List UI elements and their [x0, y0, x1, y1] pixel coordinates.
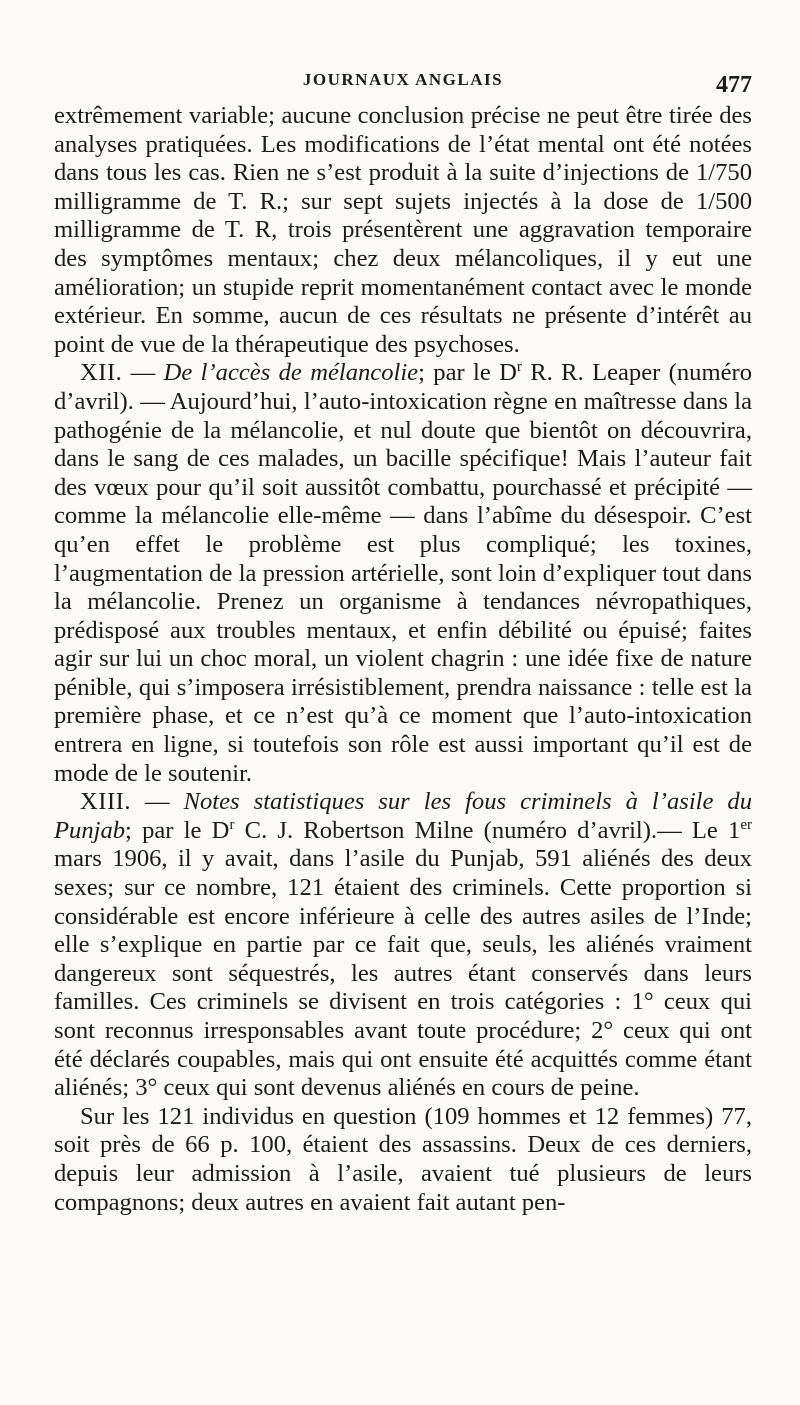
paragraph-statistics: Sur les 121 individus en question (109 hommes et 12 femmes) 77, soit près de 66 p. 100, étaient des assassins. Deux de ces derniers, depuis leur admission à l’asile, avaient tué plusieurs de leurs compagnons; deux autres en avaient fait autant pen- [54, 1102, 752, 1216]
running-title: JOURNAUX ANGLAIS [302, 70, 504, 89]
dash: — [130, 788, 184, 816]
date-superscript: er [740, 816, 752, 833]
section-text: mars 1906, il y avait, dans l’asile du Punjab, 591 aliénés des deux sexes; sur ce nombre, 121 étaient des criminels. Cette proportion si considérable est encore inférieure à celle des autres asiles de l’Inde; elle s’explique en partie par ce fait que, seuls, les aliénés vraiment dangereux sont séquestrés, les autres étant conservés dans leurs familles. Ces criminels se divisent en trois catégories : 1° ceux qui sont reconnus irresponsables avant toute procédure; 2° ceux qui ont été déclarés coupables, mais qui ont ensuite été acquittés comme étant aliénés; 3° ceux qui sont devenus aliénés en cours de peine. [54, 845, 752, 1102]
byline-superscript: r [229, 816, 235, 833]
byline-prefix: ; par le D [418, 359, 517, 387]
section-text: Aujourd’hui, l’auto-intoxication règne en maîtresse dans la pathogénie de la mélancolie, et nul doute que bientôt on découvrira, dans le sang de ces malades, un bacille spécifique! Mais l’auteur fait des vœux pour qu’il soit aussitôt combattu, pourchassé et précipité — comme la mélancolie elle-même — dans l’abîme du désespoir. C’est qu’en effet le problème est plus compliqué; les toxines, l’augmentation de la pression artérielle, sont loin d’expliquer tout dans la mélancolie. Prenez un organisme à tendances névropathiques, prédisposé aux troubles mentaux, et enfin débilité ou épuisé; faites agir sur lui un choc moral, un violent chagrin : une idée fixe de nature pénible, qui s’imposera irrésistiblement, prendra naissance : telle est la première phase, et ce n’est qu’à ce moment que l’auto-intoxication entrera en ligne, si toutefois son rôle est aussi important qu’il est de mode de le soutenir. [54, 387, 752, 787]
byline-superscript: r [516, 359, 522, 376]
running-head [54, 58, 752, 102]
byline-prefix: ; par le D [125, 816, 230, 844]
dash: — [122, 359, 164, 387]
section-number: XIII. [80, 788, 131, 816]
article-title: De l’accès de mélancolie [163, 359, 419, 387]
article-title: Notes statistiques sur les fous criminels à l’asile du Punjab [54, 788, 752, 844]
section-xii [54, 359, 752, 788]
paragraph-continued: extrêmement variable; aucune conclusion précise ne peut être tirée des analyses pratiquées. Les modifications de l’état mental ont été notées dans tous les cas. Rien ne s’est produit à la suite d’injections de 1/750 milligramme de T. R.; sur sept sujets injectés à la dose de 1/500 milligramme de T. R, trois présentèrent une aggravation temporaire des symptômes mentaux; chez deux mélancoliques, il y eut une amélioration; un stupide reprit momentanément contact avec le monde extérieur. En somme, aucun de ces résultats ne présente d’intérêt au point de vue de la thérapeutique des psychoses. [54, 102, 752, 358]
body-text [54, 102, 752, 1217]
byline-author: C. J. Robertson Milne (numéro d’avril).— Le 1 [234, 816, 741, 844]
byline-author: R. R. Leaper (numéro d’avril). — [54, 359, 752, 415]
section-xiii [54, 788, 752, 1103]
page-number: 477 [716, 72, 752, 98]
section-number: XII. [80, 359, 123, 387]
